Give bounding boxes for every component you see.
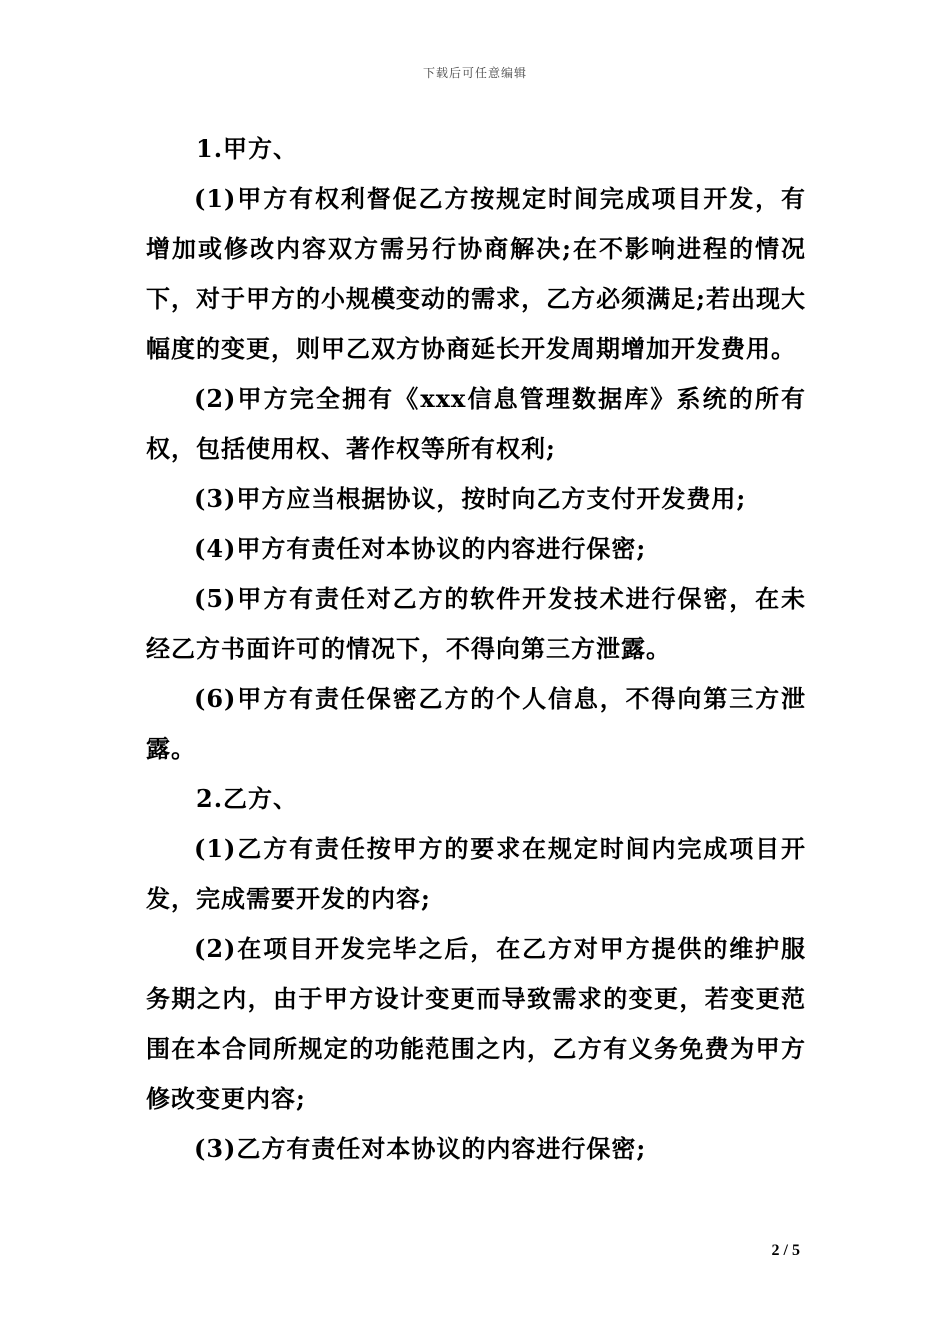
paragraph: (3)乙方有责任对本协议的内容进行保密; [194,1134,647,1163]
page-header: 下载后可任意编辑 [422,66,527,80]
paragraph: (2)甲方完全拥有《xxx信息管理数据库》系统的所有权，包括使用权、著作权等所有权利; [146,384,806,463]
paragraph: (4)甲方有责任对本协议的内容进行保密; [194,534,647,563]
section-heading-party-b: 2.乙方、 [196,784,299,813]
paragraph: (1)甲方有权利督促乙方按规定时间完成项目开发，有增加或修改内容双方需另行协商解决;在不影响进程的情况下，对于甲方的小规模变动的需求，乙方必须满足;若出现大幅度的变更，则甲乙双方协商延长开发周期增加开发费用。 [146,184,806,363]
page-number: 2 / 5 [771,1242,800,1259]
paragraph: (5)甲方有责任对乙方的软件开发技术进行保密，在未经乙方书面许可的情况下，不得向第三方泄露。 [146,584,806,663]
paragraph: (2)在项目开发完毕之后，在乙方对甲方提供的维护服务期之内，由于甲方设计变更而导致需求的变更，若变更范围在本合同所规定的功能范围之内，乙方有义务免费为甲方修改变更内容; [146,934,806,1113]
paragraph: (1)乙方有责任按甲方的要求在规定时间内完成项目开发，完成需要开发的内容; [146,834,806,913]
section-heading-party-a: 1.甲方、 [196,134,299,163]
paragraph: (6)甲方有责任保密乙方的个人信息，不得向第三方泄露。 [146,684,806,763]
paragraph: (3)甲方应当根据协议，按时向乙方支付开发费用; [194,484,747,513]
document-body [146,124,806,1174]
